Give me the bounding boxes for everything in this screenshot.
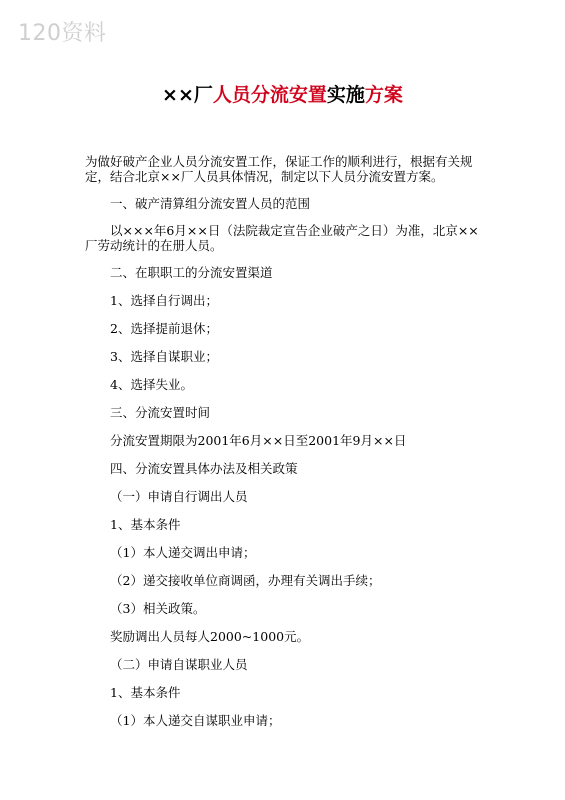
list-item: （2）递交接收单位商调函，办理有关调出手续； bbox=[110, 573, 381, 588]
subsection-heading-transfer: （一）申请自行调出人员 bbox=[110, 489, 248, 504]
scope-paragraph: 以×××年6月××日（法院裁定宣告企业破产之日）为准，北京××厂劳动统计的在册人员。 bbox=[85, 223, 479, 253]
list-item: （3）相关政策。 bbox=[110, 601, 206, 616]
list-item: 1、基本条件 bbox=[110, 685, 181, 700]
title-factory: ××厂 bbox=[162, 84, 213, 106]
reward-paragraph: 奖励调出人员每人2000~1000元。 bbox=[110, 629, 310, 644]
intro-paragraph: 为做好破产企业人员分流安置工作，保证工作的顺利进行，根据有关规定，结合北京××厂人员具体情况，制定以下人员分流安置方案。 bbox=[85, 154, 473, 184]
document-title bbox=[0, 80, 565, 107]
time-paragraph: 分流安置期限为2001年6月××日至2001年9月××日 bbox=[110, 433, 407, 448]
section-heading-time: 三、分流安置时间 bbox=[110, 405, 211, 420]
section-heading-channels: 二、在职职工的分流安置渠道 bbox=[110, 265, 273, 280]
subsection-heading-self-employment: （二）申请自谋职业人员 bbox=[110, 657, 248, 672]
list-item: 4、选择失业。 bbox=[110, 377, 193, 392]
title-implement: 实施 bbox=[326, 84, 365, 106]
list-item: （1）本人递交调出申请； bbox=[110, 545, 256, 560]
section-heading-scope: 一、破产清算组分流安置人员的范围 bbox=[110, 196, 311, 211]
section-heading-methods: 四、分流安置具体办法及相关政策 bbox=[110, 461, 298, 476]
list-item: 1、选择自行调出； bbox=[110, 293, 218, 308]
watermark: 120资料 bbox=[18, 21, 107, 46]
list-item: （1）本人递交自谋职业申请； bbox=[110, 713, 281, 728]
title-plan: 方案 bbox=[364, 84, 403, 106]
list-item: 2、选择提前退休； bbox=[110, 321, 218, 336]
list-item: 1、基本条件 bbox=[110, 517, 181, 532]
title-highlight: 人员分流安置 bbox=[212, 84, 327, 106]
list-item: 3、选择自谋职业； bbox=[110, 349, 218, 364]
document-body bbox=[85, 154, 485, 728]
